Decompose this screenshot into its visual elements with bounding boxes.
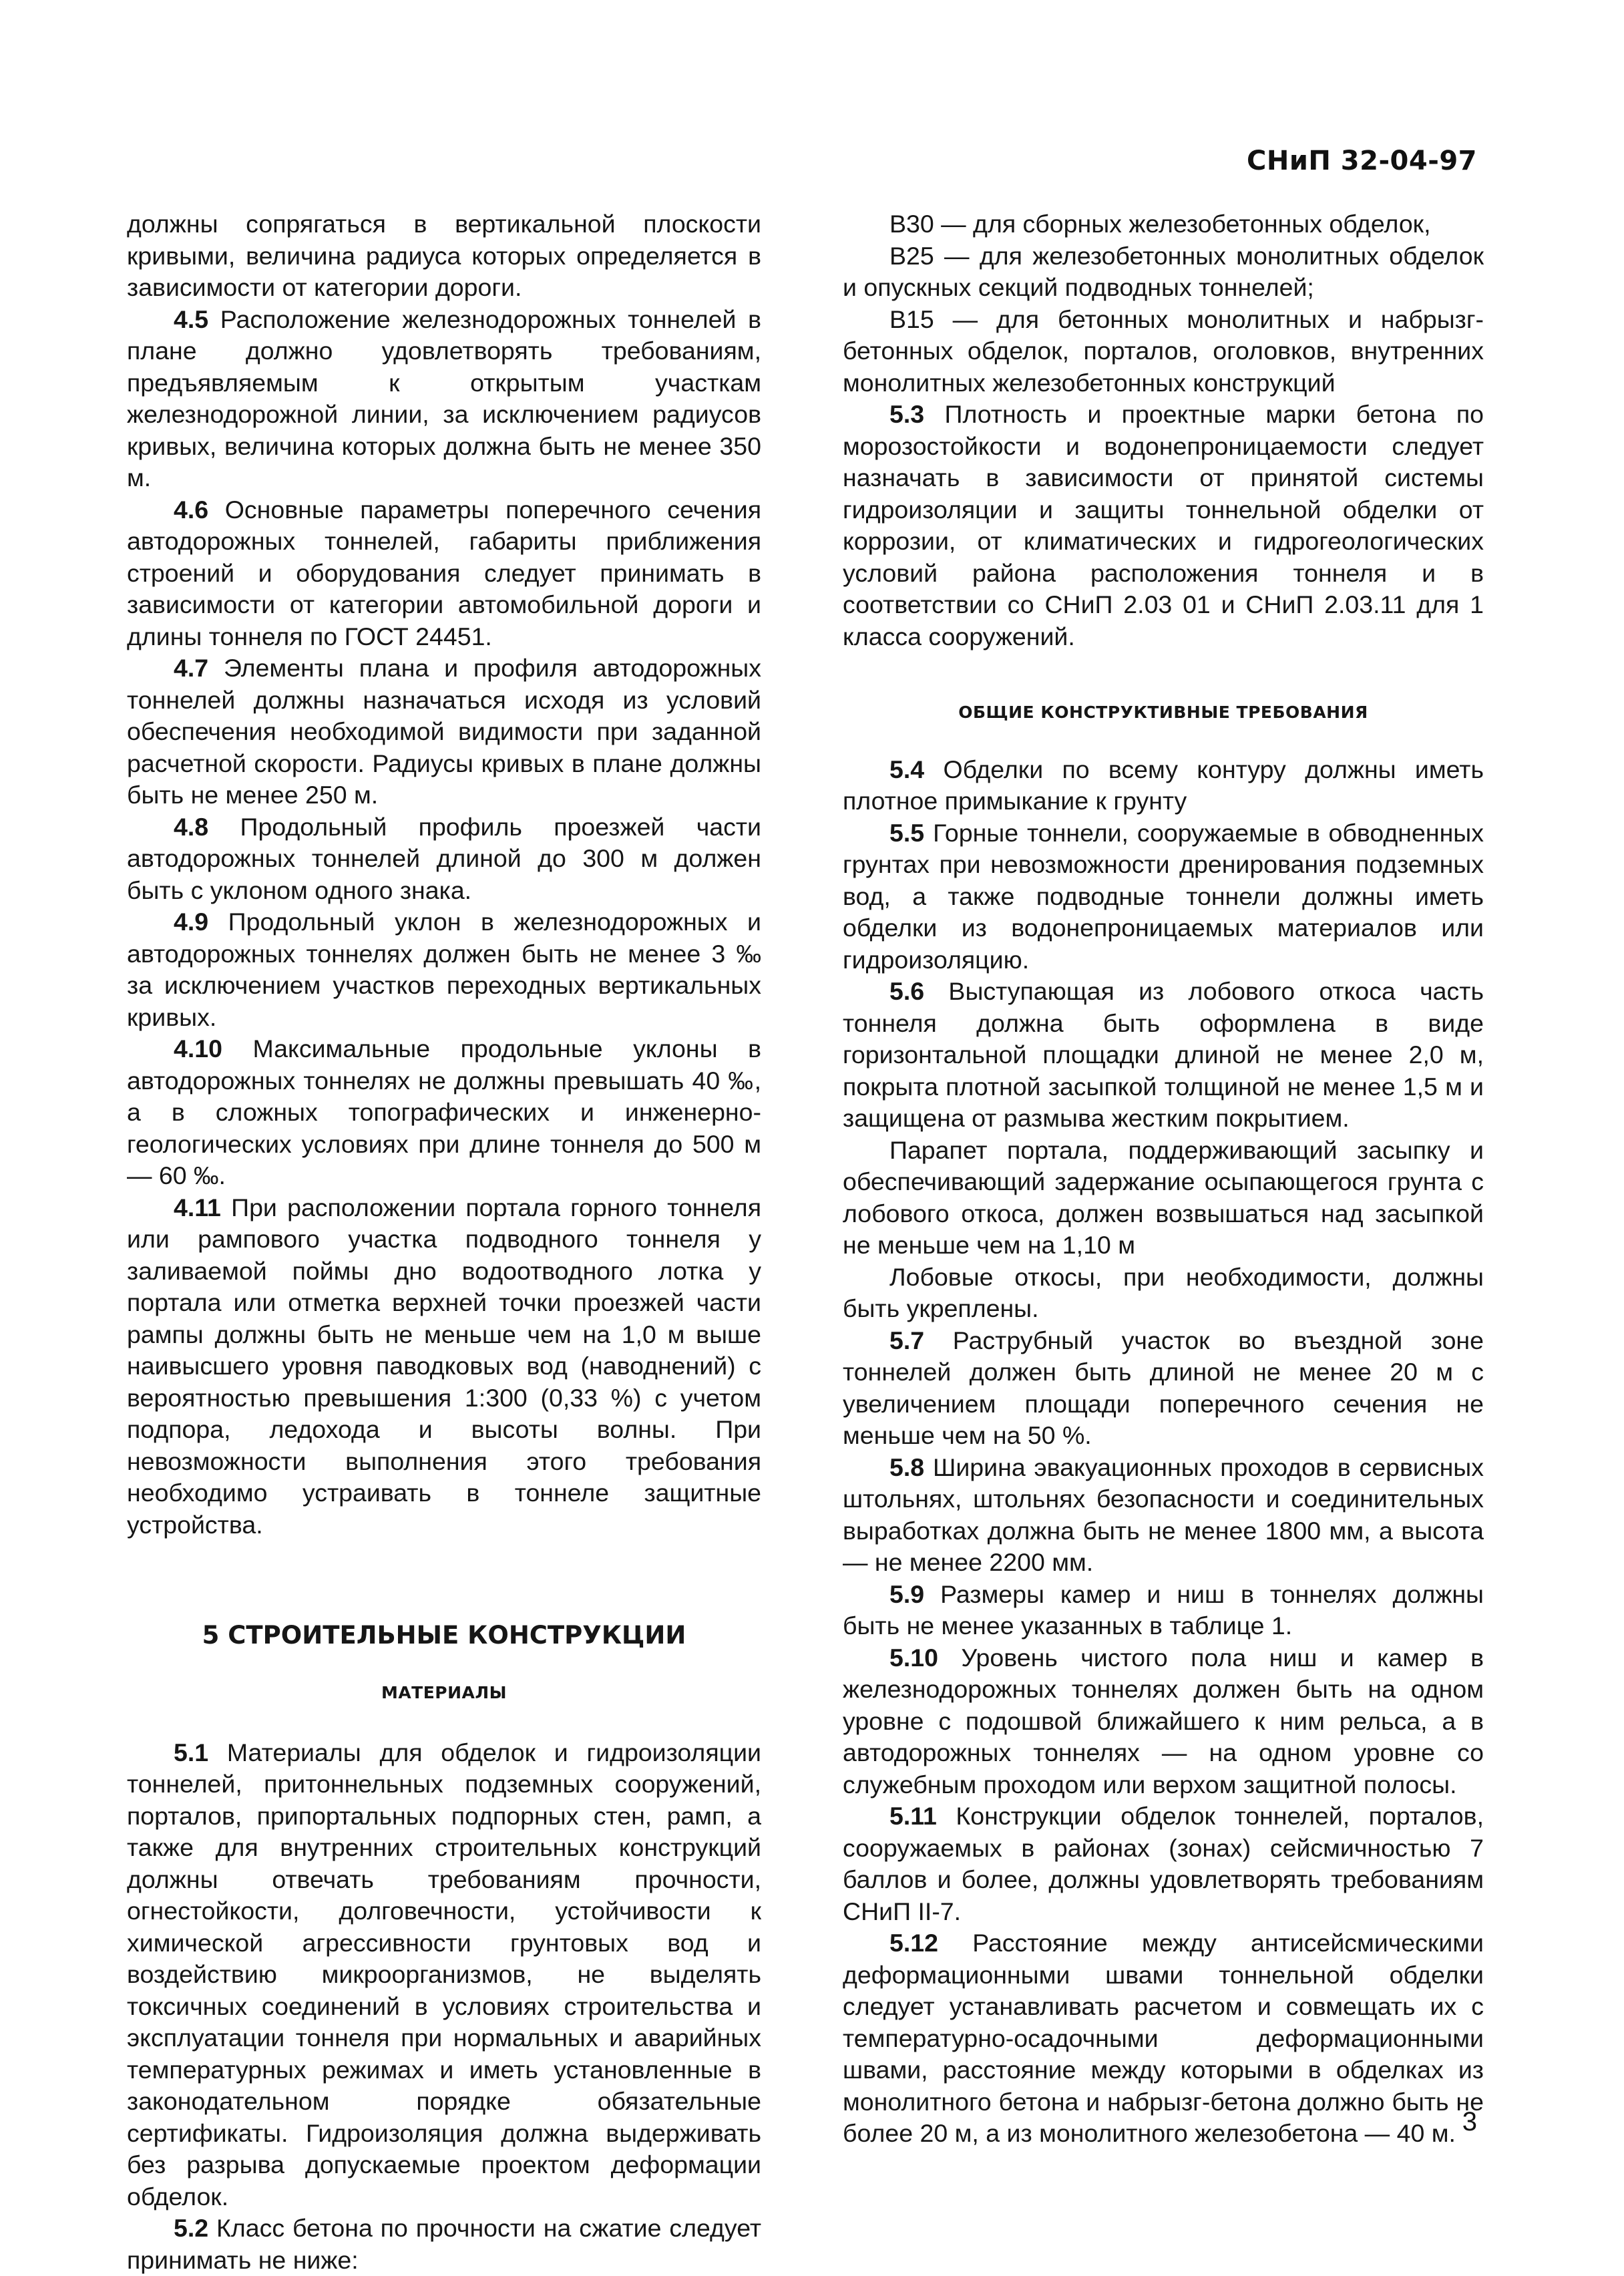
paragraph-4-5 [127,304,761,494]
paragraph-5-8 [843,1452,1484,1579]
clause-text: Горные тоннели, сооружаемые в обводненных грунтах при невозможности дренирования подземных вод, а также подводные тоннели должны иметь обделки из водонепроницаемых материалов или гидроизоляцию. [843,818,1484,974]
paragraph-parapet: Парапет портала, поддерживающий засыпку и обеспечивающий задержание осыпающегося грунта с лобового откоса, должен возвышаться над засыпкой не меньше чем на 1,10 м [843,1135,1484,1259]
clause-text: Расположение железнодорожных тоннелей в плане должно удовлетворять требованиям, предъявляемым к открытым участкам железнодорожной линии, за исключением радиусов кривых, величина которых должна быть не менее 350 м. [127,305,761,492]
left-column [127,208,761,2276]
clause-text: Основные параметры поперечного сечения автодорожных тоннелей, габариты приближения строений и оборудования следует принимать в зависимости от категории автомобильной дороги и длины тоннеля по ГОСТ 24451. [127,495,761,650]
clause-number: 5.3 [889,400,925,428]
clause-number: 5.9 [889,1579,925,1608]
clause-text: Обделки по всему контуру должны иметь плотное примыкание к грунту [843,755,1484,815]
paragraph-5-3 [843,399,1484,652]
paragraph-5-12 [843,1927,1484,2150]
paragraph-5-9 [843,1579,1484,1642]
clause-text: Продольный уклон в железнодорожных и автодорожных тоннелях должен быть не менее 3 ‰ за исключением участков переходных вертикальных кривых. [127,908,761,1031]
clause-text: Продольный профиль проезжей части автодорожных тоннелей длиной до 300 м должен быть с уклоном одного знака. [127,812,761,904]
clause-number: 5.4 [889,755,925,783]
clause-number: 4.9 [174,908,209,936]
paragraph-continuation: должны сопрягаться в вертикальной плоскости кривыми, величина радиуса которых определяется в зависимости от категории дороги. [127,210,761,301]
paragraph-5-5 [843,817,1484,976]
clause-number: 5.8 [889,1453,925,1481]
document-code-header: СНиП 32-04-97 [1247,146,1477,176]
subsection-title-general-requirements: ОБЩИЕ КОНСТРУКТИВНЫЕ ТРЕБОВАНИЯ [958,703,1368,722]
clause-number: 5.10 [889,1643,938,1672]
clause-number: 5.7 [889,1326,925,1354]
clause-number: 4.8 [174,812,209,841]
clause-text: Элементы плана и профиля автодорожных тоннелей должны назначаться исходя из условий обеспечения необходимой видимости при заданной расчетной скорости. Радиусы кривых в плане должны быть не менее 250 м. [127,654,761,809]
clause-number: 5.11 [889,1802,937,1830]
clause-text: Плотность и проектные марки бетона по морозостойкости и водонепроницаемости следует назначать в зависимости от принятой системы гидроизоляции и защиты тоннельной обделки от коррозии, от климатических и гидрогеологических условий района расположения тоннеля и в соответствии со СНиП 2.03 01 и СНиП 2.03.11 для 1 класса сооружений. [843,400,1484,650]
clause-text: Класс бетона по прочности на сжатие следует принимать не ниже: [127,2214,761,2274]
paragraph-5-6 [843,976,1484,1135]
paragraph-5-1 [127,1737,761,2213]
section-title: 5 СТРОИТЕЛЬНЫЕ КОНСТРУКЦИИ [202,1621,686,1650]
concrete-class-b30: В30 — для сборных железобетонных обделок, [889,210,1431,238]
paragraph-5-7 [843,1325,1484,1452]
paragraph-4-11 [127,1192,761,1541]
clause-number: 5.12 [889,1929,938,1957]
clause-number: 4.6 [174,495,209,524]
clause-text: Выступающая из лобового откоса часть тоннеля должна быть оформлена в виде горизонтальной площадки длиной не менее 2,0 м, покрыта плотной засыпкой толщиной не менее 1,5 м и защищена от размыва жестким покрытием. [843,977,1484,1132]
paragraph-4-8 [127,811,761,907]
paragraph-5-2 [127,2213,761,2276]
clause-number: 4.7 [174,654,209,682]
paragraph-5-11 [843,1800,1484,1927]
clause-text: Раструбный участок во въездной зоне тоннелей должен быть длиной не менее 20 м с увеличением площади поперечного сечения не меньше чем на 50 %. [843,1326,1484,1449]
paragraph-5-10 [843,1642,1484,1801]
clause-text: Расстояние между антисейсмическими деформационными швами тоннельной обделки следует устанавливать расчетом и совмещать их с температурно-осадочными деформационными швами, расстояние между которыми в обделках из монолитного бетона и набрызг-бетона должно быть не более 20 м, а из монолитного железобетона — 40 м. [843,1929,1484,2147]
paragraph-4-9 [127,906,761,1033]
clause-text: Ширина эвакуационных проходов в сервисных штольнях, штольнях безопасности и соединительных выработках должна быть не менее 1800 мм, а высота — не менее 2200 мм. [843,1453,1484,1576]
page-number: 3 [1462,2107,1477,2136]
subsection-title-materials: МАТЕРИАЛЫ [381,1683,508,1702]
paragraph-slopes: Лобовые откосы, при необходимости, должны быть укреплены. [843,1262,1484,1322]
paragraph-4-7 [127,652,761,811]
clause-number: 5.1 [174,1738,209,1766]
paragraph-5-4 [843,754,1484,817]
clause-number: 5.2 [174,2214,209,2242]
clause-text: При расположении портала горного тоннеля или рампового участка подводного тоннеля у заливаемой поймы дно водоотводного лотка у портала или отметка верхней точки проезжей части рампы должны быть не меньше чем на 1,0 м выше наивысшего уровня паводковых вод (наводнений) с вероятностью превышения 1:300 (0,33 %) с учетом подпора, ледохода и высоты волны. При невозможности выполнения этого требования необходимо устраивать в тоннеле защитные устройства. [127,1193,761,1539]
paragraph-4-6 [127,494,761,653]
clause-text: Конструкции обделок тоннелей, порталов, сооружаемых в районах (зонах) сейсмичностью 7 баллов и более, должны удовлетворять требованиям СНиП II-7. [843,1802,1484,1925]
right-column [843,208,1484,2150]
concrete-class-b15: В15 — для бетонных монолитных и набрызг-бетонных обделок, порталов, оголовков, внутренних монолитных железобетонных конструкций [843,305,1484,397]
clause-number: 4.10 [174,1034,222,1063]
paragraph-4-10 [127,1033,761,1192]
clause-number: 5.6 [889,977,925,1005]
clause-number: 4.5 [174,305,209,333]
clause-text: Максимальные продольные уклоны в автодорожных тоннелях не должны превышать 40 ‰, а в сложных топографических и инженерно-геологических условиях при длине тоннеля до 500 м — 60 ‰. [127,1034,761,1189]
clause-number: 5.5 [889,818,925,847]
concrete-class-b25: В25 — для железобетонных монолитных обделок и опускных секций подводных тоннелей; [843,241,1484,301]
clause-text: Материалы для обделок и гидроизоляции тоннелей, притоннельных подземных сооружений, порталов, припортальных подпорных стен, рамп, а также для внутренних строительных конструкций должны отвечать требованиям прочности, огнестойкости, долговечности, устойчивости к химической агрессивности грунтовых вод и воздействию микроорганизмов, не выделять токсичных соединений в условиях строительства и эксплуатации тоннеля при нормальных и аварийных температурных режимах и иметь установленные в законодательном порядке обязательные сертификаты. Гидроизоляция должна выдерживать без разрыва допускаемые проектом деформации обделок. [127,1738,761,2211]
clause-number: 4.11 [174,1193,221,1221]
clause-text: Уровень чистого пола ниш и камер в железнодорожных тоннелях должен быть на одном уровне с подошвой ближайшего к ним рельса, а в автодорожных тоннелях — на одном уровне со служебным проходом или верхом защитной полосы. [843,1643,1484,1798]
clause-text: Размеры камер и ниш в тоннелях должны быть не менее указанных в таблице 1. [843,1579,1484,1640]
